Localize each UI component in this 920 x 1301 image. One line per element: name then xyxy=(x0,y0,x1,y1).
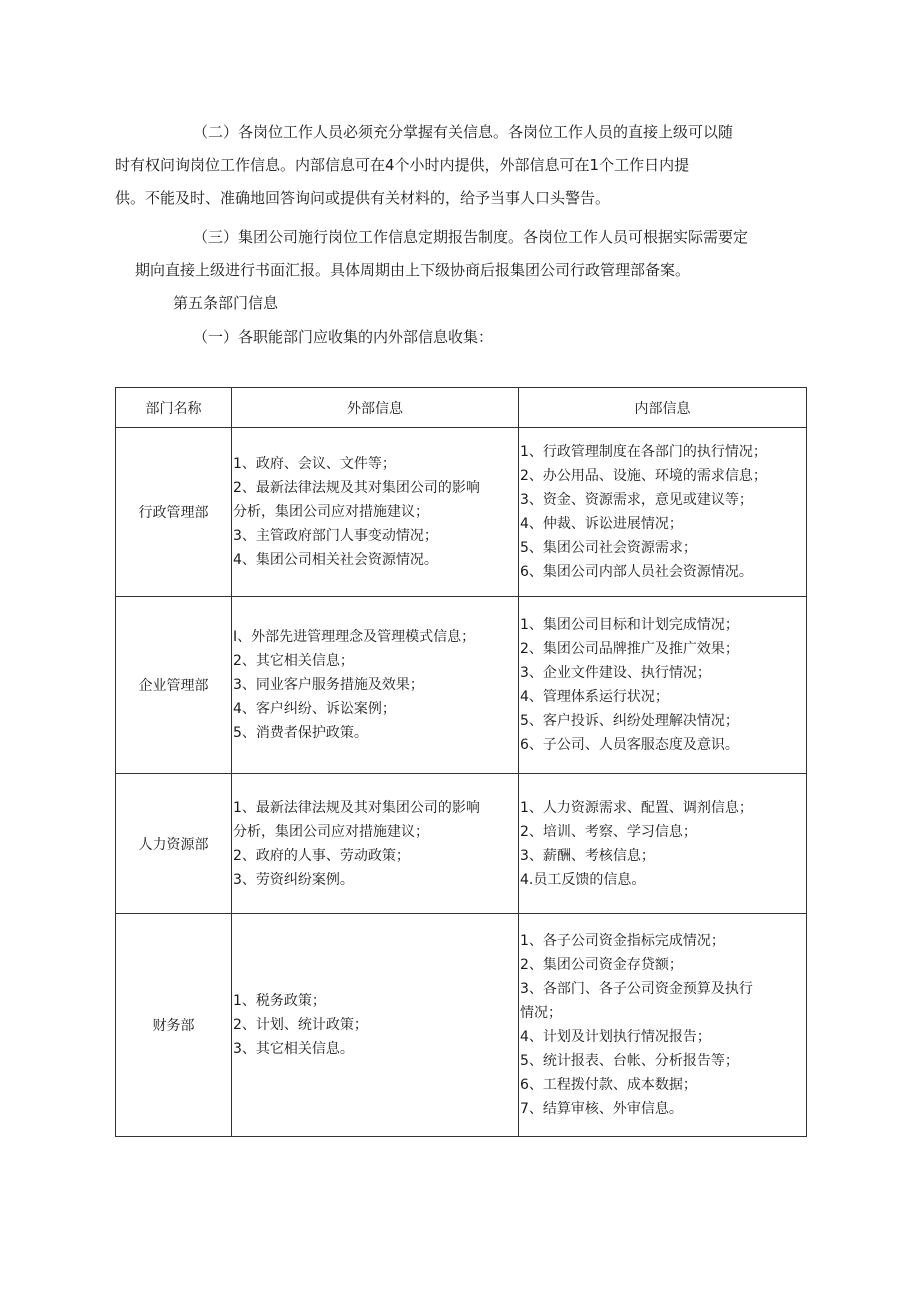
list-item: 5、消费者保护政策。 xyxy=(233,725,368,741)
list-item: 3、企业文件建设、执行情况； xyxy=(520,665,711,681)
external-info-cell xyxy=(232,914,519,1137)
dept-name-cell: 行政管理部 xyxy=(116,428,232,597)
list-item: 2、集团公司资金存贷额； xyxy=(520,957,683,973)
list-item: 2、办公用品、设施、环境的需求信息； xyxy=(520,468,767,484)
list-item: 1、税务政策； xyxy=(233,993,326,1009)
internal-info-cell xyxy=(519,774,807,914)
article-heading xyxy=(115,287,810,320)
list-item: 2、计划、统计政策； xyxy=(233,1017,368,1033)
list-item: 4、客户纠纷、诉讼案例； xyxy=(233,701,396,717)
list-item: 1、最新法律法规及其对集团公司的影响 xyxy=(233,799,480,816)
dept-name-cell: 企业管理部 xyxy=(116,597,232,774)
article-title: 第五条部门信息 xyxy=(173,294,279,312)
list-item: 2、其它相关信息； xyxy=(233,653,354,669)
subsection-heading xyxy=(115,321,810,354)
list-item: 2、最新法律法规及其对集团公司的影响 xyxy=(233,480,480,496)
table-row xyxy=(116,597,807,774)
list-item: 分析，集团公司应对措施建议； xyxy=(233,504,429,520)
internal-info-cell xyxy=(519,428,807,597)
list-item: 1、行政管理制度在各部门的执行情况； xyxy=(520,444,767,460)
list-item: 1、集团公司目标和计划完成情况； xyxy=(520,617,739,633)
list-item: 5、客户投诉、纠纷处理解决情况； xyxy=(520,713,739,729)
list-item: 3、劳资纠纷案例。 xyxy=(233,871,354,888)
list-item: 1、政府、会议、文件等； xyxy=(233,456,396,472)
list-item: 3、其它相关信息。 xyxy=(233,1041,354,1057)
list-item: 2、政府的人事、劳动政策； xyxy=(233,847,410,864)
list-item: 1、各子公司资金指标完成情况； xyxy=(520,933,725,949)
list-item: I、外部先进管理理念及管理模式信息； xyxy=(233,629,476,645)
list-item: 5、统计报表、台帐、分析报告等； xyxy=(520,1053,739,1069)
internal-info-cell xyxy=(519,914,807,1137)
paragraph-section-3 xyxy=(115,221,810,287)
paragraph-section-2 xyxy=(115,116,810,215)
list-item: 情况； xyxy=(520,1005,562,1021)
paragraph-line: （二）各岗位工作人员必须充分掌握有关信息。各岗位工作人员的直接上级可以随 xyxy=(193,123,734,141)
external-info-cell xyxy=(232,774,519,914)
paragraph-line: 时有权问询岗位工作信息。内部信息可在4个小时内提供，外部信息可在1个工作日内提 xyxy=(115,156,690,174)
header-dept-name: 部门名称 xyxy=(116,388,232,428)
list-item: 3、各部门、各子公司资金预算及执行 xyxy=(520,981,753,997)
external-info-cell xyxy=(232,597,519,774)
list-item: 分析，集团公司应对措施建议； xyxy=(233,823,429,840)
list-item: 3、同业客户服务措施及效果； xyxy=(233,677,424,693)
table-header-row xyxy=(116,388,807,428)
table-row xyxy=(116,914,807,1137)
list-item: 6、子公司、人员客服态度及意识。 xyxy=(520,737,739,753)
dept-name-cell: 财务部 xyxy=(116,914,232,1137)
list-item: 3、主管政府部门人事变动情况； xyxy=(233,528,438,544)
paragraph-line: （三）集团公司施行岗位工作信息定期报告制度。各岗位工作人员可根据实际需要定 xyxy=(193,228,749,246)
list-item: 3、资金、资源需求，意见或建议等； xyxy=(520,492,753,508)
list-item: 4.员工反馈的信息。 xyxy=(520,871,646,888)
subsection-title: （一）各职能部门应收集的内外部信息收集： xyxy=(193,328,494,346)
list-item: 2、培训、考察、学习信息； xyxy=(520,823,697,840)
internal-info-cell xyxy=(519,597,807,774)
department-info-table xyxy=(115,387,807,1137)
list-item: 7、结算审核、外审信息。 xyxy=(520,1101,683,1117)
list-item: 3、薪酬、考核信息； xyxy=(520,847,655,864)
list-item: 6、集团公司内部人员社会资源情况。 xyxy=(520,564,753,580)
list-item: 4、集团公司相关社会资源情况。 xyxy=(233,552,438,568)
header-internal-info: 内部信息 xyxy=(519,388,807,428)
table-row xyxy=(116,428,807,597)
list-item: 6、工程拨付款、成本数据； xyxy=(520,1077,697,1093)
list-item: 2、集团公司品牌推广及推广效果； xyxy=(520,641,739,657)
header-external-info: 外部信息 xyxy=(232,388,519,428)
table-row xyxy=(116,774,807,914)
list-item: 4、管理体系运行状况； xyxy=(520,689,669,705)
dept-name-cell: 人力资源部 xyxy=(116,774,232,914)
list-item: 4、计划及计划执行情况报告； xyxy=(520,1029,711,1045)
paragraph-line: 期向直接上级进行书面汇报。具体周期由上下级协商后报集团公司行政管理部备案。 xyxy=(135,261,691,279)
external-info-cell xyxy=(232,428,519,597)
list-item: 5、集团公司社会资源需求； xyxy=(520,540,697,556)
paragraph-line: 供。不能及时、准确地回答询问或提供有关材料的，给予当事人口头警告。 xyxy=(115,189,611,207)
list-item: 1、人力资源需求、配置、调剂信息； xyxy=(520,799,753,816)
list-item: 4、仲裁、诉讼进展情况； xyxy=(520,516,683,532)
